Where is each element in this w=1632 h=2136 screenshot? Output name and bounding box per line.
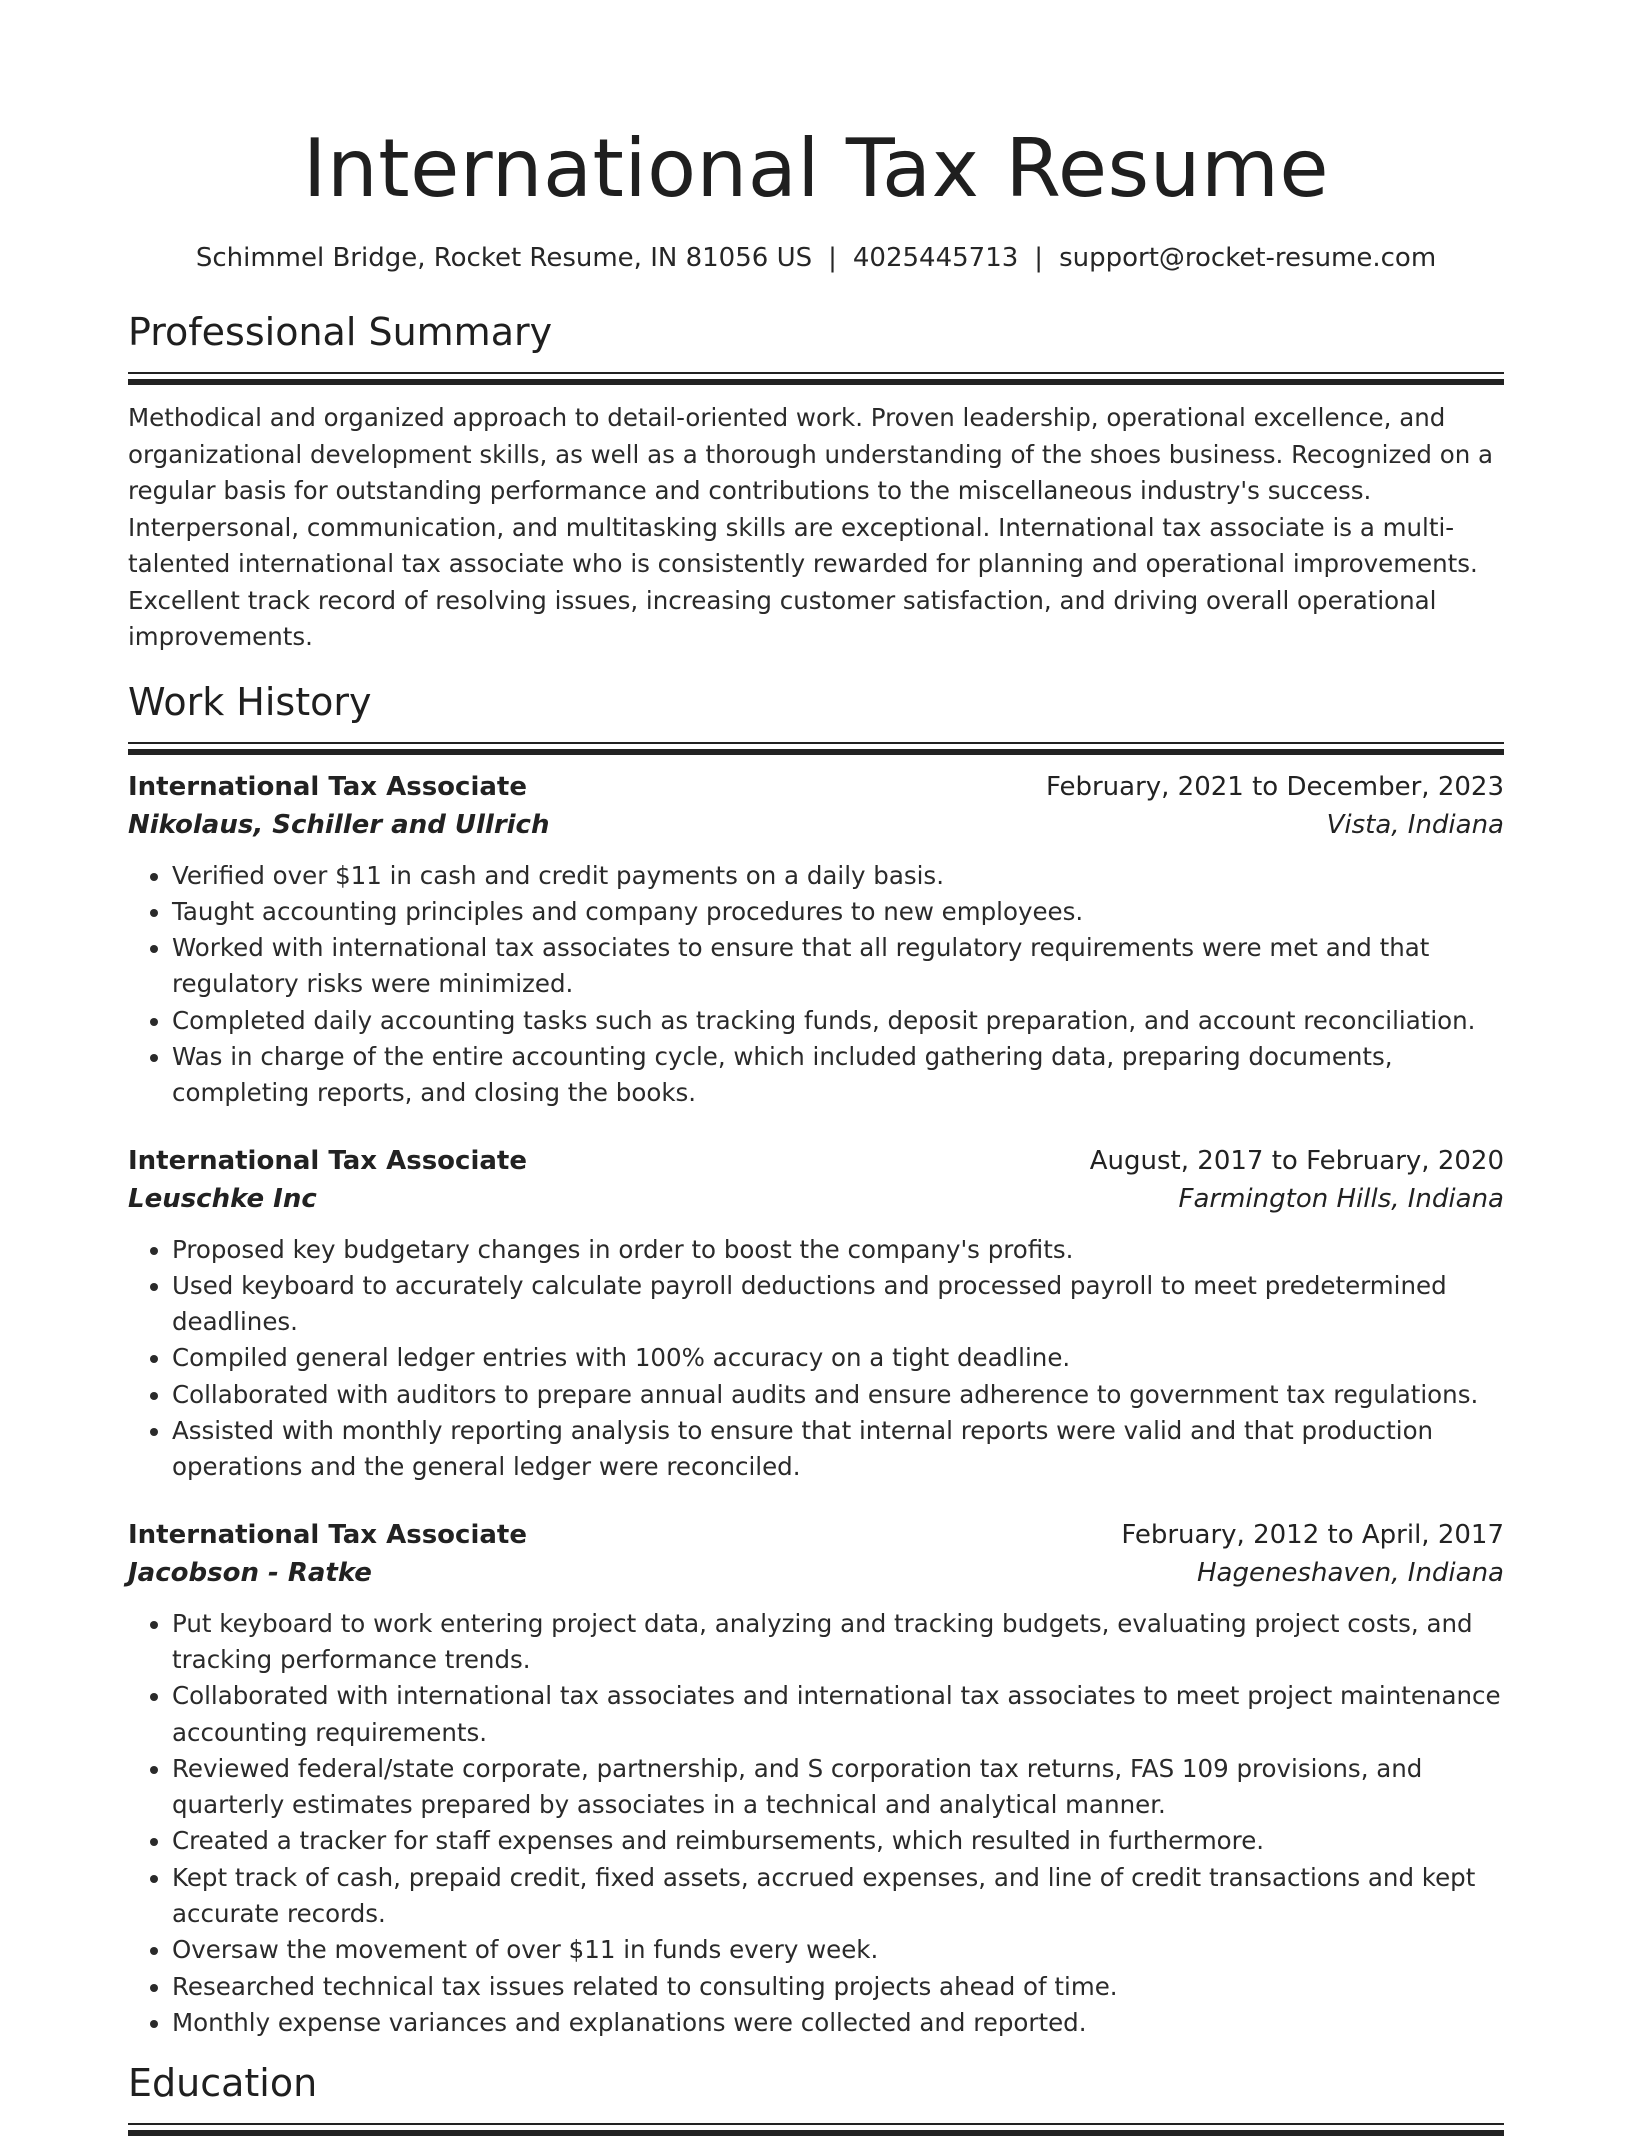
job-bullets [128,1606,1504,2042]
job-header [128,1142,1504,1180]
summary-heading: Professional Summary [128,310,553,354]
job-title: International Tax Associate [128,1519,527,1550]
job-dates: February, 2021 to December, 2023 [1045,771,1504,802]
list-item: • Collaborated with auditors to prepare annual audits and ensure adherence to government tax regulations. [172,1377,1504,1413]
list-item: • Created a tracker for staff expenses and reimbursements, which resulted in furthermore. [172,1823,1504,1859]
work-history-heading: Work History [128,679,372,724]
list-item: • Oversaw the movement of over $11 in funds every week. [172,1932,1504,1968]
job-dates: August, 2017 to February, 2020 [1089,1145,1504,1176]
list-item: • Proposed key budgetary changes in order to boost the company's profits. [172,1232,1504,1268]
job-entry [128,768,1504,1112]
education-heading: Education [128,2061,318,2106]
job-title: International Tax Associate [128,771,527,802]
job-subheader [128,806,1504,844]
contact-address: Schimmel Bridge, Rocket Resume, IN 81056 US [195,243,813,273]
contact-separator: | [1034,243,1044,273]
job-bullets [128,1232,1504,1486]
contact-phone: 4025445713 [852,243,1019,273]
list-item: • Researched technical tax issues related to consulting projects ahead of time. [172,1969,1504,2005]
job-subheader [128,1180,1504,1218]
list-item: • Assisted with monthly reporting analysis to ensure that internal reports were valid and that production operations and the general ledger were reconciled. [172,1413,1504,1486]
list-item: • Verified over $11 in cash and credit payments on a daily basis. [172,858,1504,894]
list-item: • Worked with international tax associates to ensure that all regulatory requirements were met and that regulatory risks were minimized. [172,930,1504,1003]
job-location: Farmington Hills, Indiana [1178,1183,1504,1214]
resume-title: International Tax Resume [302,122,1330,215]
list-item: • Completed daily accounting tasks such as tracking funds, deposit preparation, and account reconciliation. [172,1003,1504,1039]
job-entry [128,1142,1504,1486]
job-dates: February, 2012 to April, 2017 [1121,1519,1504,1550]
education-section [128,2059,1504,2135]
work-history-section [128,678,1504,2042]
summary-section [128,308,1504,656]
list-item: • Compiled general ledger entries with 100% accuracy on a tight deadline. [172,1340,1504,1376]
job-entry [128,1516,1504,2042]
list-item: • Reviewed federal/state corporate, partnership, and S corporation tax returns, FAS 109 provisions, and quarterly estimates prepared by associates in a technical and analytical manner. [172,1751,1504,1824]
contact-email[interactable]: support@rocket-resume.com [1059,243,1437,273]
contact-separator: | [828,243,837,273]
section-divider [128,742,1504,754]
job-subheader [128,1554,1504,1592]
job-title: International Tax Associate [128,1145,527,1176]
list-item: • Collaborated with international tax associates and international tax associates to meet project maintenance accounting requirements. [172,1678,1504,1751]
resume-page [128,0,1504,2135]
job-header [128,1516,1504,1554]
job-header [128,768,1504,806]
job-bullets [128,858,1504,1112]
section-divider [128,372,1504,384]
summary-text: Methodical and organized approach to detail-oriented work. Proven leadership, operational excellence, and organizational development skills, as well as a thorough understanding of the shoes business. Recognized on a regular basis for outstanding performance and contributions to the miscellaneous industry's success. Interpersonal, communication, and multitasking skills are exceptional. International tax associate is a multi-talented international tax associate who is consistently rewarded for planning and operational improvements. Excellent track record of resolving issues, increasing customer satisfaction, and driving overall operational improvements. [128,403,1494,651]
list-item: • Used keyboard to accurately calculate payroll deductions and processed payroll to meet predetermined deadlines. [172,1268,1504,1341]
job-company: Nikolaus, Schiller and Ullrich [128,809,550,840]
list-item: • Monthly expense variances and explanations were collected and reported. [172,2005,1504,2041]
list-item: • Kept track of cash, prepaid credit, fixed assets, accrued expenses, and line of credit transactions and kept accurate records. [172,1860,1504,1933]
job-company: Jacobson - Ratke [128,1557,372,1588]
job-location: Hageneshaven, Indiana [1196,1557,1504,1588]
job-company: Leuschke Inc [128,1183,317,1214]
list-item: • Put keyboard to work entering project data, analyzing and tracking budgets, evaluating project costs, and tracking performance trends. [172,1606,1504,1679]
section-divider [128,2123,1504,2135]
list-item: • Taught accounting principles and company procedures to new employees. [172,894,1504,930]
list-item: • Was in charge of the entire accounting cycle, which included gathering data, preparing documents, completing reports, and closing the books. [172,1039,1504,1112]
contact-line [128,240,1504,276]
job-location: Vista, Indiana [1326,809,1504,840]
